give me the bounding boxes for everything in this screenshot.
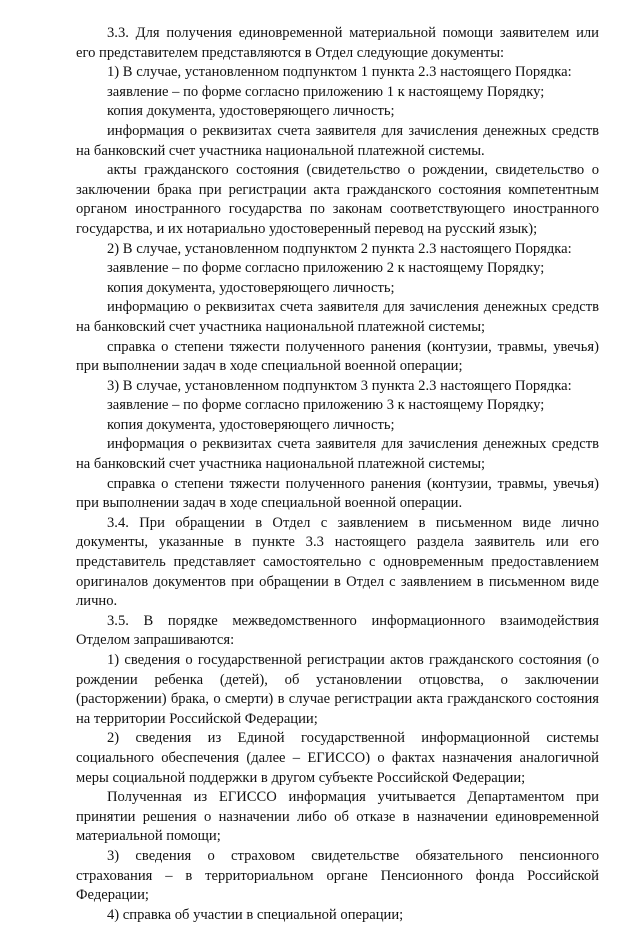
paragraph-3-5-item-2: 2) сведения из Единой государственной информационной системы социального обеспечения (далее – ЕГИССО) о фактах назначения аналогичной меры социальной поддержки в другом субъекте Российской Федерации; <box>76 730 599 786</box>
paragraph-case-1-account-info: информация о реквизитах счета заявителя для зачисления денежных средств на банковский счет участника национальной платежной системы. <box>76 122 599 159</box>
paragraph-3-5-item-1: 1) сведения о государственной регистрации актов гражданского состояния (о рождении ребенка (детей), об установлении отцовства, о заключении (расторжении) брака, о смерти) в случае регистрации акта гражданского состояния на территории Российской Федерации; <box>76 652 599 727</box>
paragraph-case-3: 3) В случае, установленном подпунктом 3 пункта 2.3 настоящего Порядка: <box>107 377 572 394</box>
paragraph-case-2-injury-certificate: справка о степени тяжести полученного ранения (контузии, травмы, увечья) при выполнении задач в ходе специальной военной операции; <box>76 338 599 375</box>
paragraph-3-3: 3.3. Для получения единовременной материальной помощи заявителем или его представителем представляются в Отдел следующие документы: <box>76 25 599 61</box>
paragraph-case-2: 2) В случае, установленном подпунктом 2 пункта 2.3 настоящего Порядка: <box>107 240 572 257</box>
paragraph-egisso-note: Полученная из ЕГИССО информация учитывается Департаментом при принятии решения о назначении либо об отказе в назначении единовременной материальной помощи; <box>76 789 599 845</box>
paragraph-case-3-application: заявление – по форме согласно приложению 3 к настоящему Порядку; <box>107 397 545 414</box>
paragraph-case-2-account-info: информацию о реквизитах счета заявителя для зачисления денежных средств на банковский счет участника национальной платежной системы; <box>76 299 599 335</box>
paragraph-case-3-id-copy: копия документа, удостоверяющего личность; <box>107 416 395 433</box>
paragraph-case-2-application: заявление – по форме согласно приложению 2 к настоящему Порядку; <box>107 260 545 277</box>
paragraph-case-1-id-copy: копия документа, удостоверяющего личность; <box>107 103 395 120</box>
paragraph-3-4: 3.4. При обращении в Отдел с заявлением в письменном виде лично документы, указанные в пункте 3.3 настоящего раздела заявитель или его представитель представляет самостоятельно с одновременным предоставлением оригиналов документов при обращении в Отдел с заявлением в письменном виде лично. <box>76 514 599 610</box>
paragraph-3-5: 3.5. В порядке межведомственного информационного взаимодействия Отделом запрашиваются: <box>76 612 599 649</box>
paragraph-case-1: 1) В случае, установленном подпунктом 1 пункта 2.3 настоящего Порядка: <box>107 64 572 81</box>
paragraph-case-3-injury-certificate: справка о степени тяжести полученного ранения (контузии, травмы, увечья) при выполнении задач в ходе специальной военной операции. <box>76 475 599 512</box>
paragraph-3-5-item-4: 4) справка об участии в специальной операции; <box>107 906 404 923</box>
paragraph-case-2-id-copy: копия документа, удостоверяющего личность; <box>107 279 395 296</box>
paragraph-case-1-civil-acts: акты гражданского состояния (свидетельство о рождении, свидетельство о заключении брака при регистрации акта гражданского состояния компетентным органом иностранного государства по законам соответствующего иностранного государства, и их нотариально удостоверенный перевод на русский язык); <box>76 162 599 237</box>
paragraph-case-3-account-info: информация о реквизитах счета заявителя для зачисления денежных средств на банковский счет участника национальной платежной системы; <box>76 436 599 473</box>
paragraph-3-5-item-3: 3) сведения о страховом свидетельстве обязательного пенсионного страхования – в территориальном органе Пенсионного фонда Российской Федерации; <box>76 847 599 904</box>
document-page <box>76 24 599 925</box>
paragraph-case-1-application: заявление – по форме согласно приложению 1 к настоящему Порядку; <box>107 83 545 100</box>
